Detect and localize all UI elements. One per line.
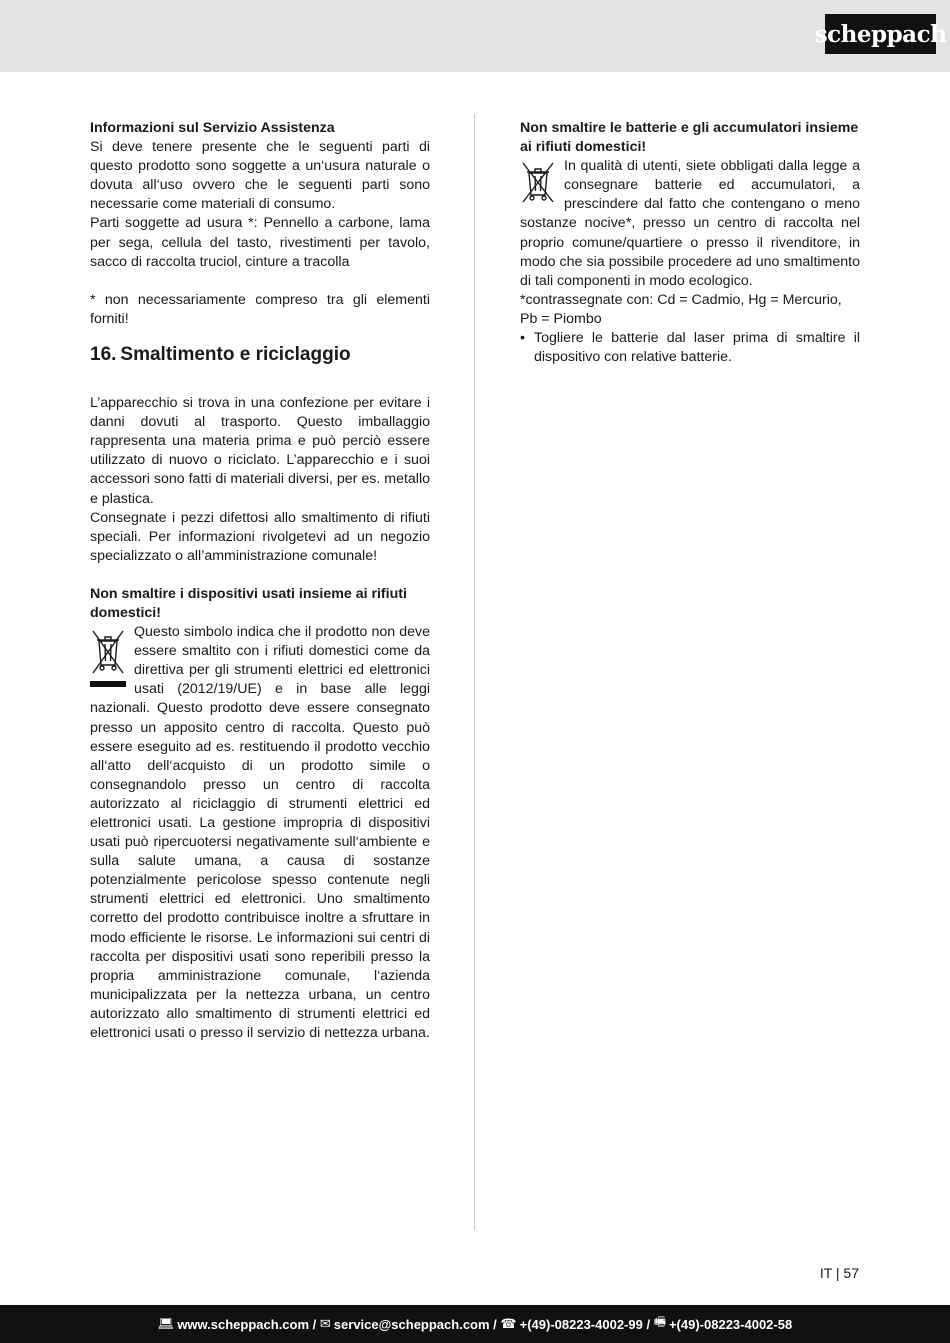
list-item: • Togliere le batterie dal laser prima di smaltire il dispositivo con relative batterie. <box>520 329 860 367</box>
page-number: IT | 57 <box>819 1265 859 1281</box>
weee-title: Non smaltire i dispositivi usati insieme ai rifiuti domestici! <box>90 585 407 621</box>
computer-icon: 💻︎ <box>157 1316 175 1331</box>
service-note: * non necessariamente compreso tra gli elementi forniti! <box>90 291 430 327</box>
section-title: Smaltimento e riciclaggio <box>120 343 351 365</box>
header-band <box>0 0 950 72</box>
scheppach-logo: scheppach <box>825 14 936 54</box>
footer-bar <box>0 1305 950 1343</box>
service-paragraph-1: Si deve tenere presente che le seguenti parti di questo prodotto sono soggette a un‘usura naturale o dovuta all‘uso ovvero che le seguenti parti sono necessarie come materiali di consumo. <box>90 139 430 213</box>
footer-web-link[interactable]: www.scheppach.com / <box>177 1316 317 1332</box>
disposal-paragraph-2: Consegnate i pezzi difettosi allo smaltimento di rifiuti speciali. Per informazioni rivolgetevi ad un negozio specializzato o all’amministrazione comunale! <box>90 509 430 564</box>
column-divider <box>474 114 475 1230</box>
battery-text: In qualità di utenti, siete obbligati dalla legge a consegnare batterie ed accumulatori, a prescindere dal fatto che contengano o meno sostanze nocive*, presso un centro di raccolta nel proprio comune/quartiere o presso il rivenditore, in modo che sia possibile procedere ad uno smaltimento di tali componenti in modo ecologico. <box>520 158 860 289</box>
section-number: 16. <box>90 343 117 365</box>
mail-icon: ✉ <box>319 1316 331 1331</box>
footer-email-link[interactable]: service@scheppach.com / <box>333 1316 497 1332</box>
service-title: Informazioni sul Servizio Assistenza <box>90 120 335 136</box>
footer-fax: +(49)-08223-4002-58 <box>668 1316 793 1332</box>
right-column <box>520 119 860 367</box>
fax-icon: 🖷︎ <box>653 1314 666 1329</box>
weee-bin-icon <box>520 161 556 203</box>
section-heading <box>90 345 430 364</box>
service-paragraph-2: Parti soggette ad usura *: Pennello a carbone, lama per sega, cellula del tasto, rivestimenti per tavolo, sacco di raccolta truciol, cinture a tracolla <box>90 215 430 270</box>
battery-title: Non smaltire le batterie e gli accumulatori insieme ai rifiuti domestici! <box>520 120 859 156</box>
weee-text: Questo simbolo indica che il prodotto non deve essere smaltito con i rifiuti domestici come da direttiva per gli strumenti elettrici ed elettronici usati (2012/19/UE) e in base alle leggi nazionali. Questo prodotto deve essere consegnato presso un apposito centro di raccolta. Questo può essere eseguito ad es. restituendo il prodotto vecchio all‘atto dell‘acquisto di un prodotto simile o consegnandolo presso un centro di raccolta autorizzato al riciclaggio di strumenti elettrici ed elettronici usati. La gestione impropria di dispositivi usati può ripercuotersi negativamente sull‘ambiente e sulla salute umana, a causa di sostanze potenzialmente pericolose spesso contenute negli strumenti elettrici ed elettronici. Uno smaltimento corretto del prodotto contribuisce inoltre a sfruttare in modo efficiente le risorse. Le informazioni sui centri di raccolta per dispositivi usati sono reperibili presso la propria amministrazione comunale, l‘azienda municipalizzata per la nettezza urbana, un centro autorizzato allo smaltimento di strumenti elettrici ed elettronici usati o presso il servizio di nettezza urbana. <box>90 624 430 1042</box>
weee-bin-icon <box>90 627 126 689</box>
phone-icon: ☎ <box>500 1316 517 1331</box>
battery-note: *contrassegnate con: Cd = Cadmio, Hg = Mercurio, Pb = Piombo <box>520 291 842 327</box>
battery-list <box>520 329 860 367</box>
disposal-paragraph-1: L’apparecchio si trova in una confezione per evitare i danni dovuti al trasporto. Questo imballaggio rappresenta una materia prima e può perciò essere utilizzato di nuovo o riciclato. L’apparecchio e i suoi accessori sono fatti di materiali diversi, per es. metallo e plastica. <box>90 395 430 507</box>
footer-phone: +(49)-08223-4002-99 / <box>519 1316 651 1332</box>
left-column <box>90 119 430 1043</box>
